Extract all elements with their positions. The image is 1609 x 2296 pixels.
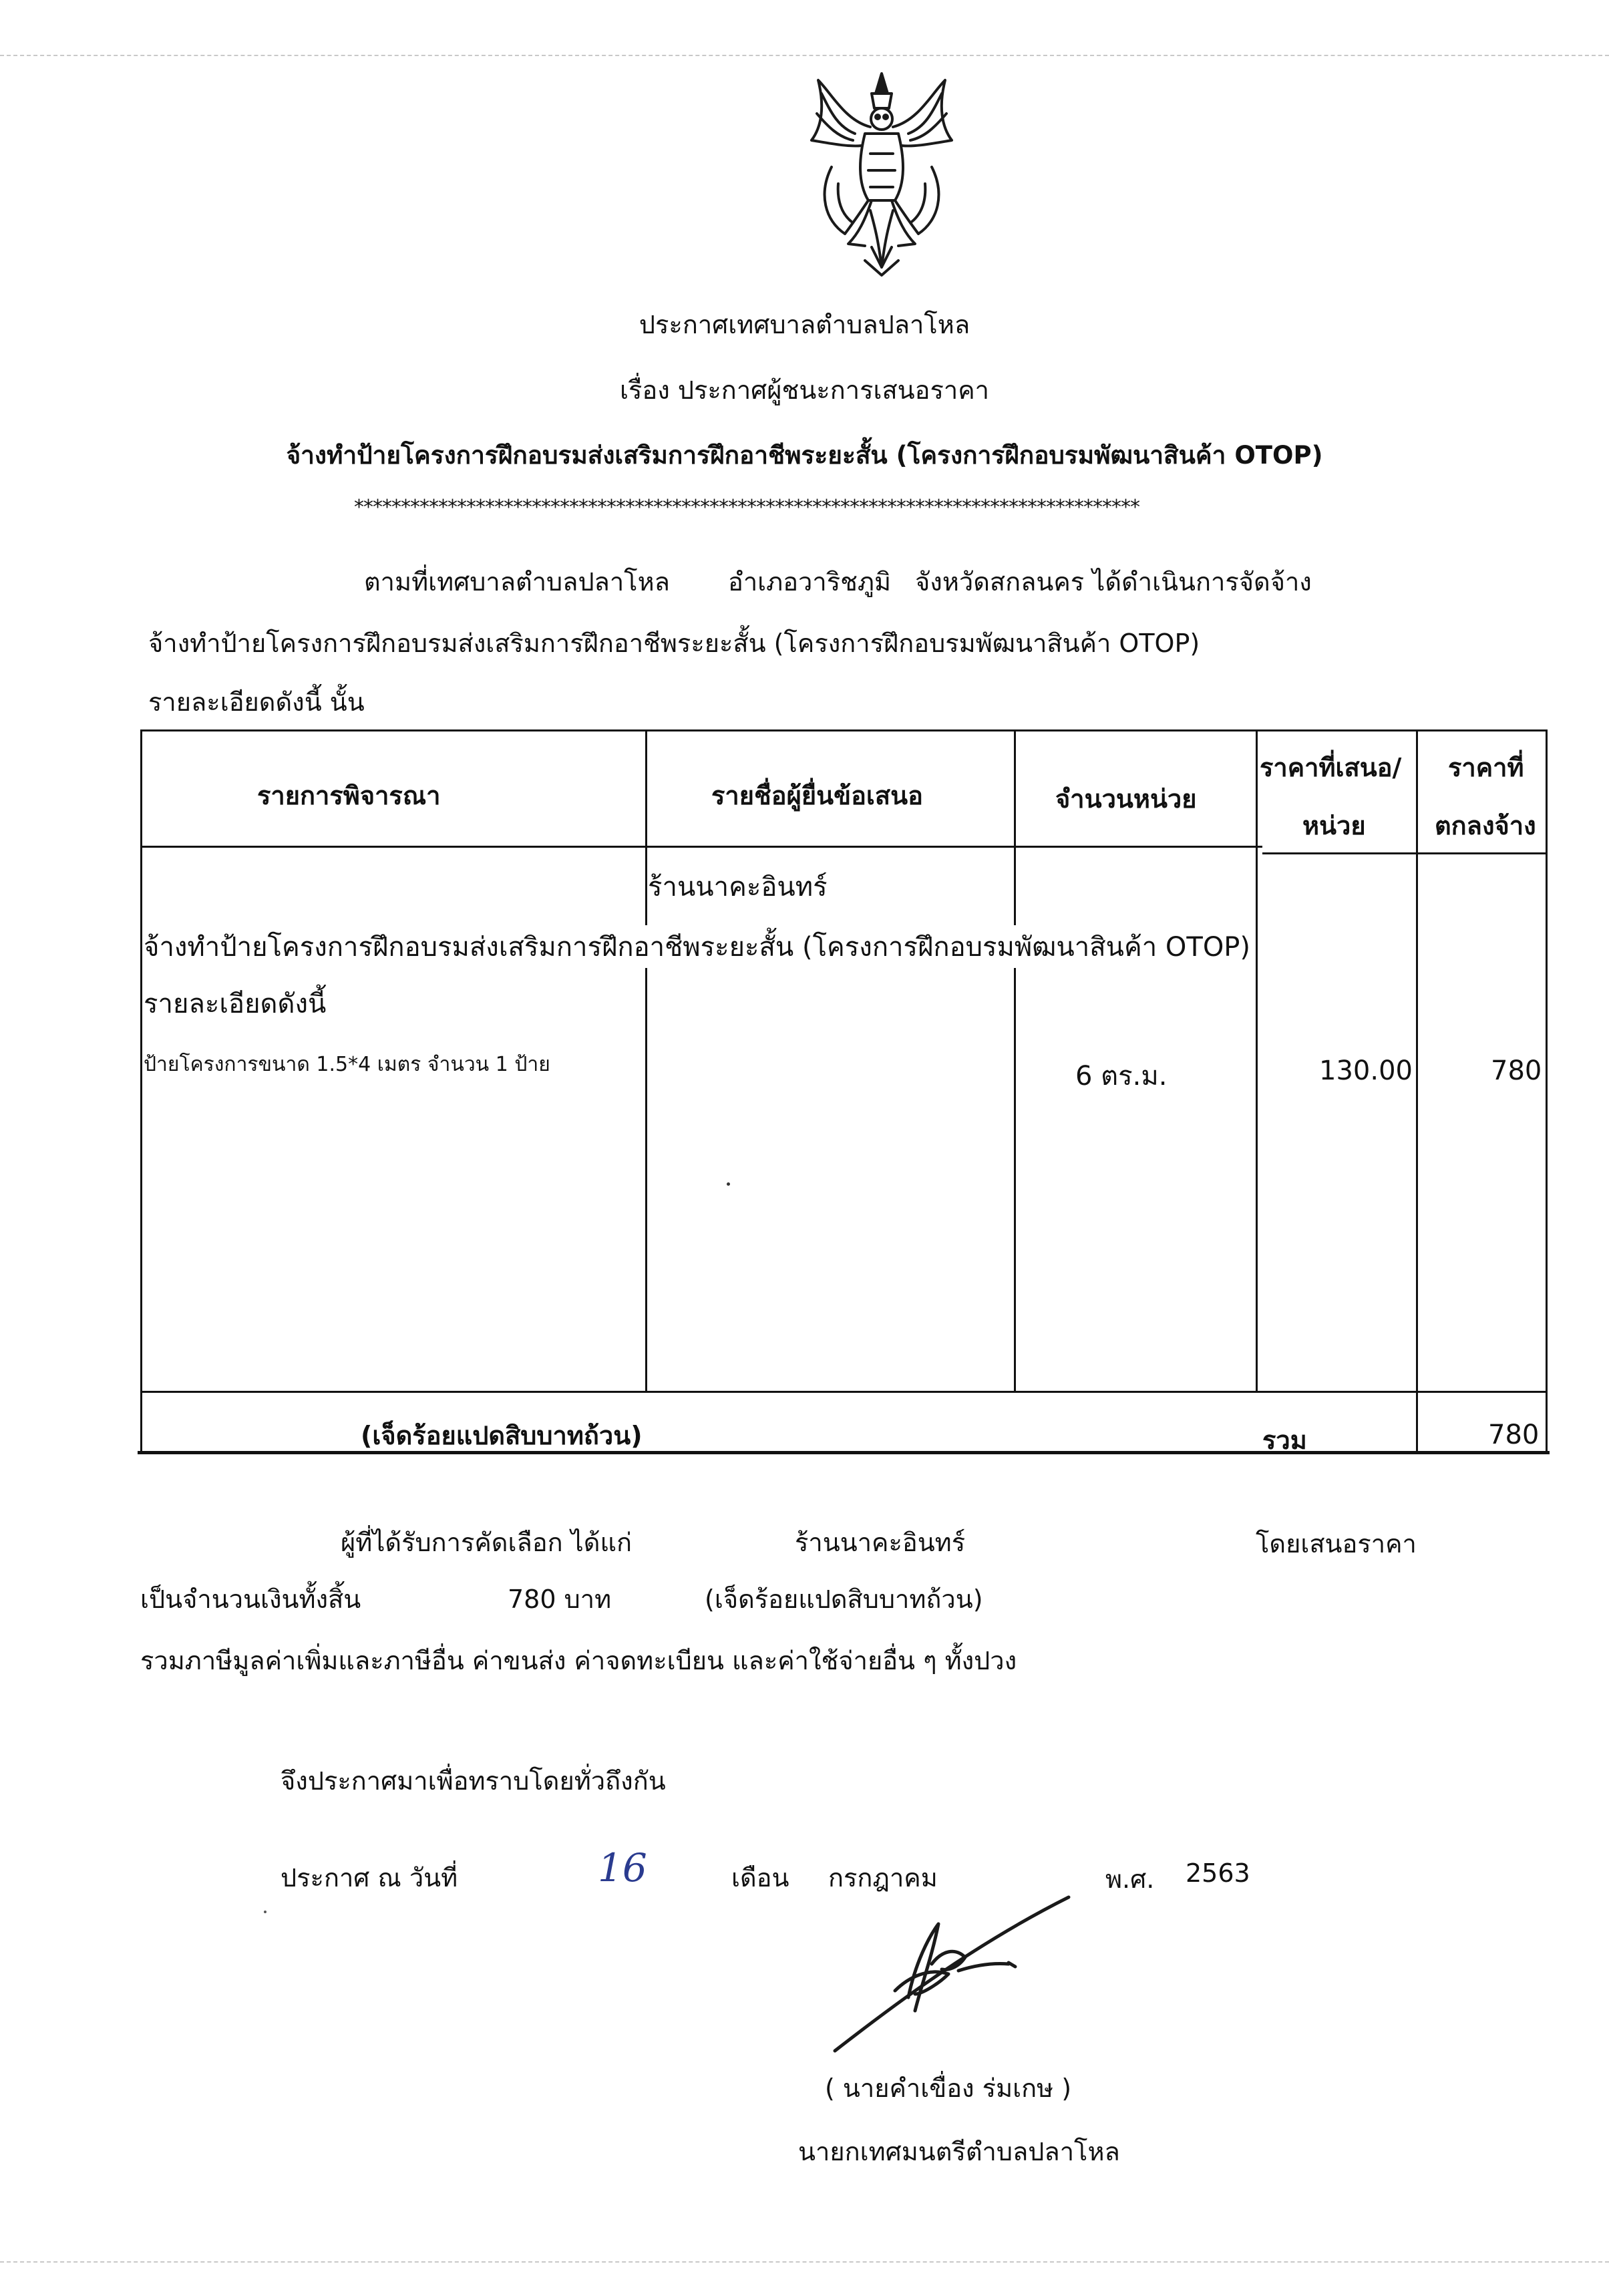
header-item: รายการพิจารณา [257, 781, 441, 810]
header-unit-price-2: หน่วย [1302, 811, 1366, 840]
header-agreed-1: ราคาที่ [1448, 753, 1524, 782]
col-sep-1 [645, 729, 647, 1391]
col-sep-4 [1416, 729, 1418, 1454]
announce-line: จึงประกาศมาเพื่อทราบโดยทั่วถึงกัน [281, 1766, 666, 1796]
heading-municipality: ประกาศเทศบาลตำบลปลาโหล [639, 310, 970, 339]
heading-project: จ้างทำป้ายโครงการฝึกอบรมส่งเสริมการฝึกอาชีพระยะสั้น (โครงการฝึกอบรมพัฒนาสินค้า OTOP) [286, 441, 1323, 470]
amount-text: (เจ็ดร้อยแปดสิบบาทถ้วน) [705, 1585, 983, 1614]
scan-edge-bottom [0, 2261, 1609, 2264]
offer-label: โดยเสนอราคา [1256, 1529, 1417, 1559]
intro-province: จังหวัดสกลนคร ได้ดำเนินการจัดจ้าง [915, 567, 1312, 597]
star-divider: ************************************************************************************ [354, 496, 1139, 519]
intro-district: อำเภอวาริชภูมิ [728, 567, 891, 597]
header-bidder: รายชื่อผู้ยื่นข้อเสนอ [711, 781, 923, 810]
row-bidder: ร้านนาคะอินทร์ [648, 872, 828, 903]
date-month: กรกฎาคม [828, 1863, 938, 1893]
footer-total-value: 780 [1488, 1420, 1540, 1450]
row-agreed: 780 [1491, 1055, 1542, 1086]
header-units: จำนวนหน่วย [1055, 784, 1197, 814]
row-unit-price: 130.00 [1319, 1055, 1413, 1086]
col-sep-3 [1256, 729, 1258, 1391]
footer-amount-text: (เจ็ดร้อยแปดสิบบาทถ้วน) [361, 1421, 643, 1450]
col-sep-2 [1014, 729, 1016, 1391]
header-unit-price-1: ราคาที่เสนอ/ [1260, 753, 1402, 782]
header-separator-right [1262, 852, 1547, 854]
footer-separator [140, 1391, 1547, 1393]
row-item-spec: ป้ายโครงการขนาด 1.5*4 เมตร จำนวน 1 ป้าย [144, 1053, 550, 1076]
row-units: 6 ตร.ม. [1075, 1061, 1168, 1092]
scan-speck [727, 1182, 730, 1186]
signatory-name: ( นายคำเขื่อง ร่มเกษ ) [825, 2074, 1072, 2103]
footer-total-label: รวม [1262, 1426, 1307, 1455]
intro-details: รายละเอียดดังนี้ นั้น [148, 687, 365, 717]
garuda-emblem-icon [791, 67, 972, 281]
date-year: 2563 [1186, 1858, 1250, 1888]
table-border-top [140, 729, 1547, 731]
signatory-title: นายกเทศมนตรีตำบลปลาโหล [798, 2137, 1120, 2166]
table-border-bottom [138, 1451, 1550, 1454]
intro-municipality: ตามที่เทศบาลตำบลปลาโหล [364, 567, 670, 597]
handwritten-signature [815, 1884, 1095, 2058]
heading-subject: เรื่อง ประกาศผู้ชนะการเสนอราคา [620, 375, 989, 405]
header-separator-left [140, 846, 1262, 848]
table-border-right [1546, 729, 1548, 1454]
scan-speck-2 [264, 1911, 266, 1913]
amount-label: เป็นจำนวนเงินทั้งสิ้น [140, 1585, 361, 1614]
date-month-label: เดือน [731, 1863, 789, 1893]
header-agreed-2: ตกลงจ้าง [1435, 811, 1536, 840]
date-prefix: ประกาศ ณ วันที่ [281, 1863, 458, 1893]
intro-project: จ้างทำป้ายโครงการฝึกอบรมส่งเสริมการฝึกอาชีพระยะสั้น (โครงการฝึกอบรมพัฒนาสินค้า OTOP) [148, 629, 1200, 658]
row-item-title: จ้างทำป้ายโครงการฝึกอบรมส่งเสริมการฝึกอาชีพระยะสั้น (โครงการฝึกอบรมพัฒนาสินค้า OTOP) [144, 925, 1250, 968]
date-year-label: พ.ศ. [1105, 1864, 1155, 1894]
date-day-handwritten: 16 [598, 1845, 647, 1891]
tax-note: รวมภาษีมูลค่าเพิ่มและภาษีอื่น ค่าขนส่ง ค่าจดทะเบียน และค่าใช้จ่ายอื่น ๆ ทั้งปวง [140, 1646, 1017, 1675]
table-border-left [140, 729, 142, 1454]
winner-name: ร้านนาคะอินทร์ [795, 1528, 966, 1557]
amount-value: 780 บาท [508, 1585, 612, 1614]
row-item-details: รายละเอียดดังนี้ [144, 989, 327, 1019]
scan-edge-top [0, 55, 1609, 57]
winner-label: ผู้ที่ได้รับการคัดเลือก ได้แก่ [341, 1528, 632, 1557]
